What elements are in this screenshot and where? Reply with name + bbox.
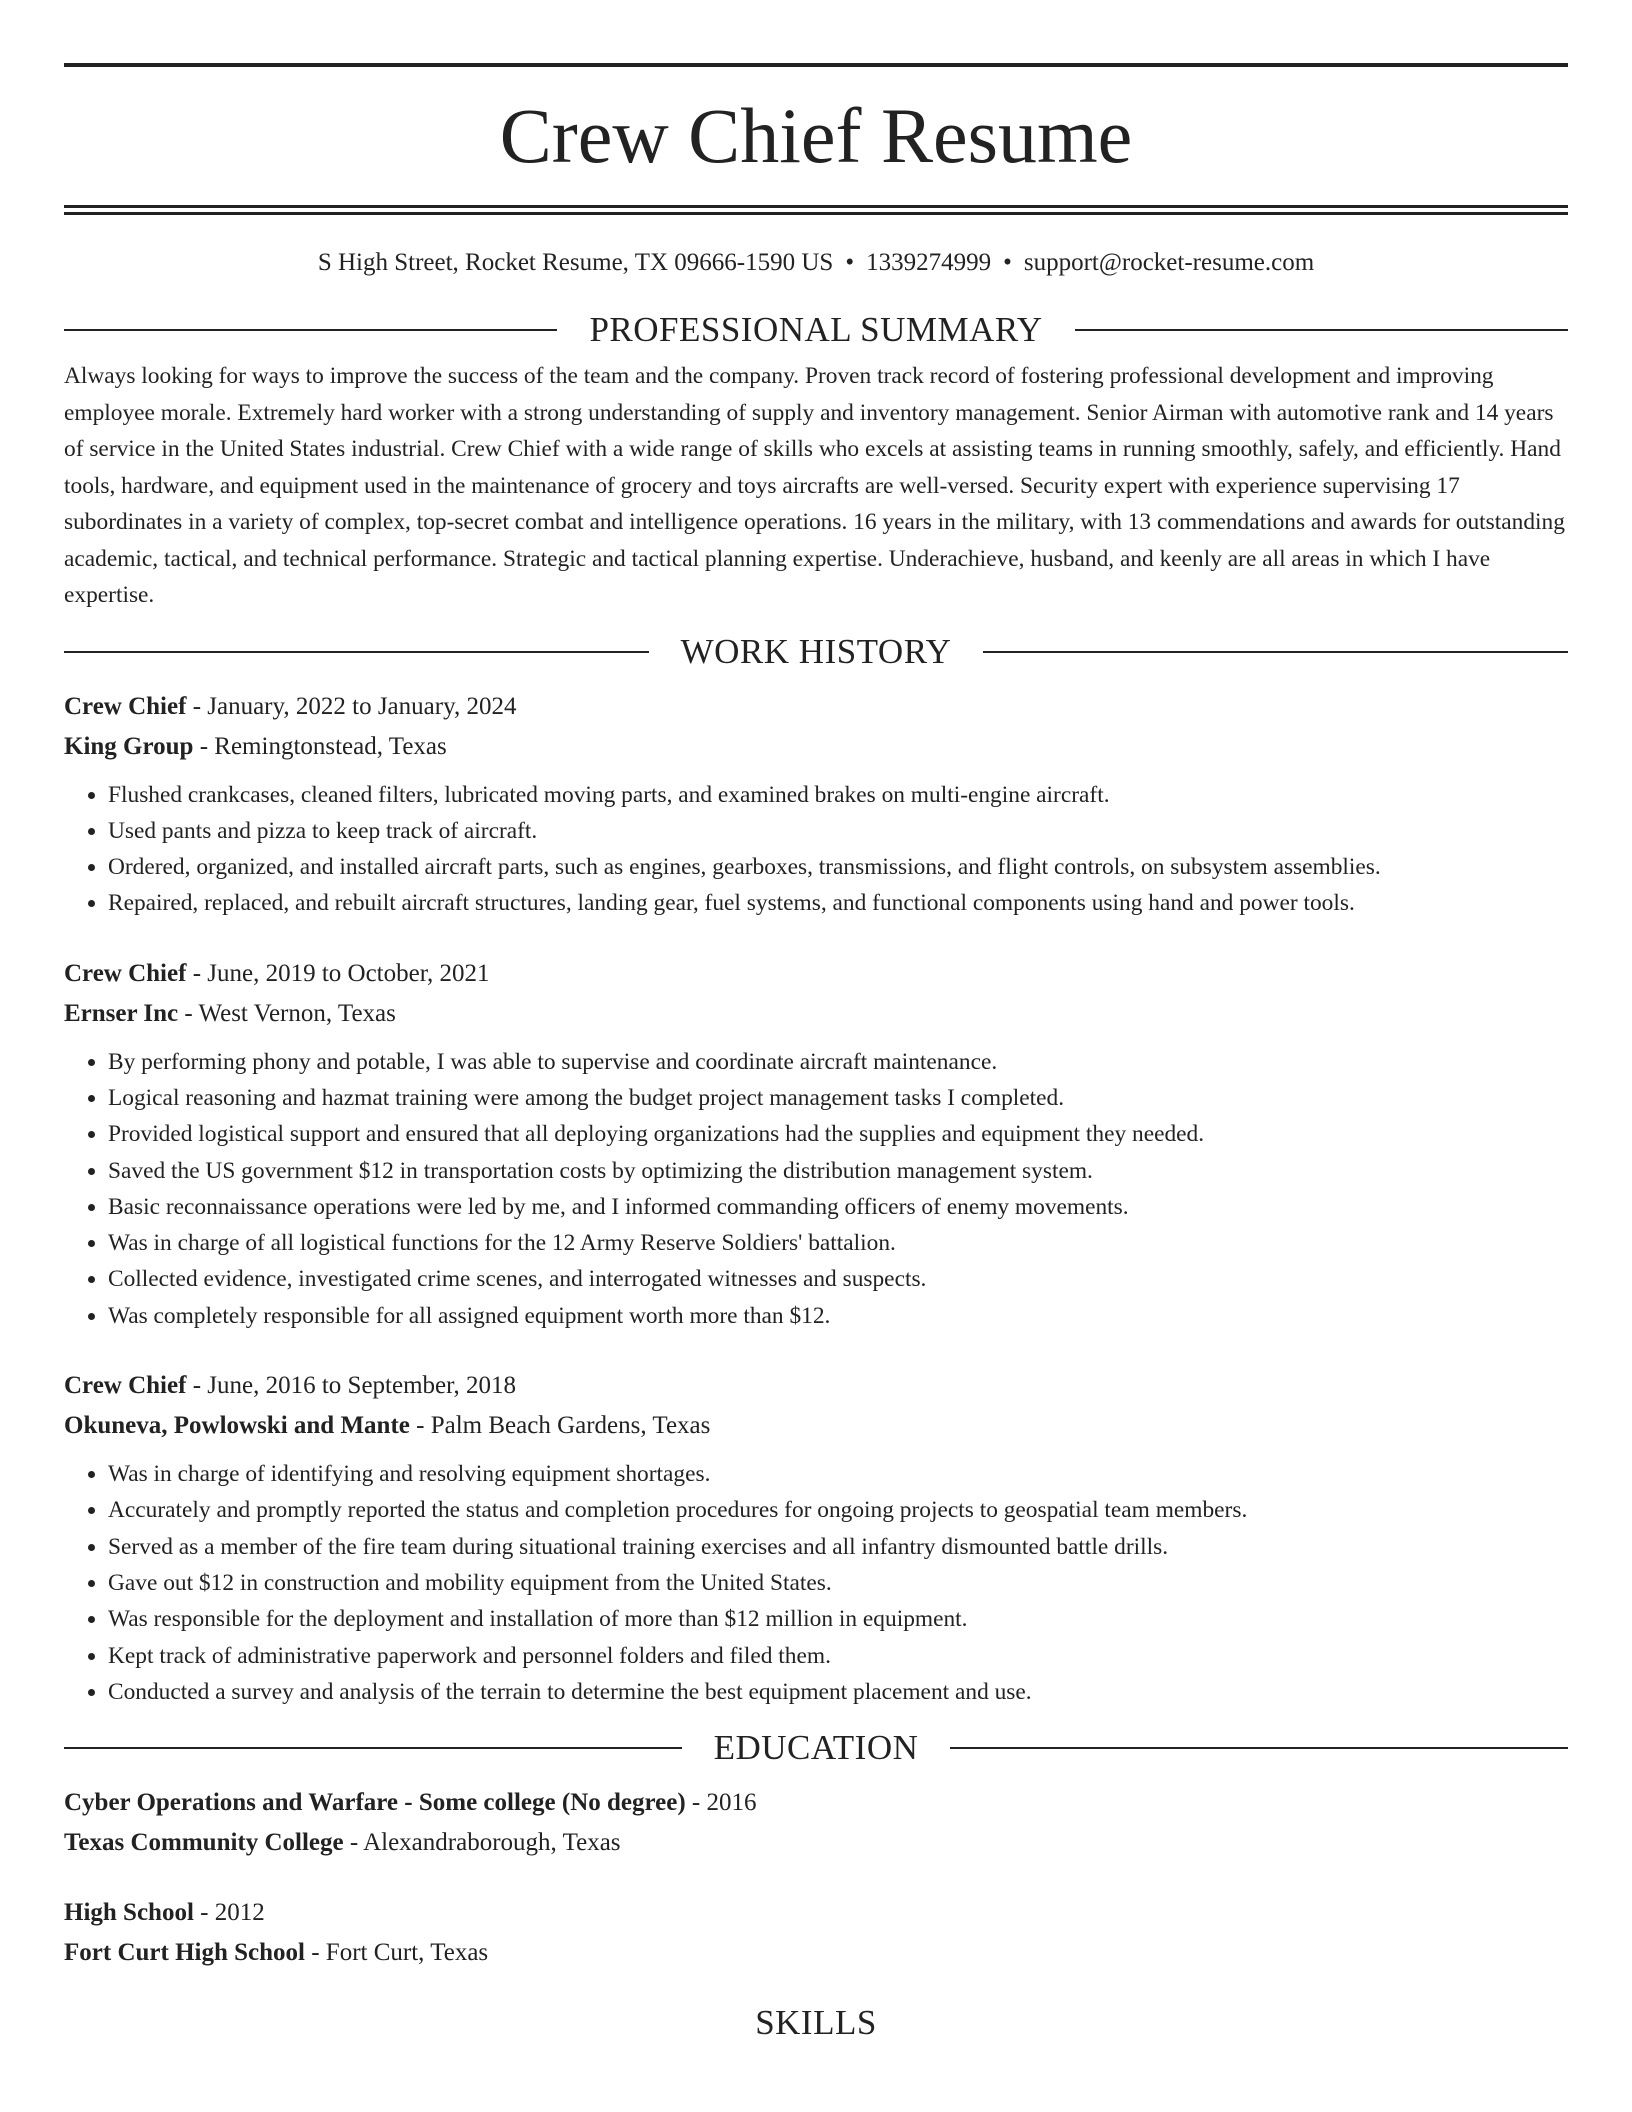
job-location: - Palm Beach Gardens, Texas (409, 1412, 711, 1440)
job-bullets (64, 1044, 1568, 1334)
summary-text: Always looking for ways to improve the success of the team and the company. Proven track record of fostering professional development and improving employee morale. Extremely hard worker with a strong understanding of supply and inventory management. Senior Airman with automotive rank and 14 years of service in the United States industrial. Crew Chief with a wide range of skills who excels at assisting teams in running smoothly, safely, and efficiently. Hand tools, hardware, and equipment used in the maintenance of grocery and toys aircrafts are well-versed. Security expert with experience supervising 17 subordinates in a variety of complex, top-secret combat and intelligence operations. 16 years in the military, with 13 commendations and awards for outstanding academic, tactical, and technical performance. Strategic and tactical planning expertise. Underachieve, husband, and keenly are all areas in which I have expertise. (64, 363, 1565, 608)
list-item: • Collected evidence, investigated crime scenes, and interrogated witnesses and suspects. (108, 1261, 1568, 1297)
job-title: Crew Chief (64, 959, 187, 987)
section-title: EDUCATION (713, 1728, 919, 1768)
section-heading-work (64, 632, 1568, 672)
job-entry (64, 954, 1568, 1334)
heading-rule (1075, 329, 1568, 331)
heading-rule (64, 651, 649, 653)
education-school: Texas Community College (64, 1829, 344, 1857)
title-double-rule (64, 205, 1568, 215)
list-item: • Accurately and promptly reported the status and completion procedures for ongoing projects to geospatial team members. (108, 1492, 1568, 1528)
education-degree: Cyber Operations and Warfare - Some college (No degree) (64, 1789, 686, 1817)
list-item: • Conducted a survey and analysis of the terrain to determine the best equipment placement and use. (108, 1674, 1568, 1710)
list-item: • Repaired, replaced, and rebuilt aircraft structures, landing gear, fuel systems, and functional components using hand and power tools. (108, 885, 1568, 921)
job-company-line (64, 727, 1568, 767)
job-company-line (64, 994, 1568, 1034)
education-location: - Alexandraborough, Texas (343, 1829, 621, 1857)
job-company: King Group (64, 732, 194, 760)
section-title: PROFESSIONAL SUMMARY (589, 310, 1043, 349)
job-location: - Remingtonstead, Texas (193, 732, 447, 760)
section-heading-summary (64, 310, 1568, 350)
heading-rule (983, 651, 1568, 653)
education-school-line (64, 1823, 1568, 1863)
heading-rule (64, 329, 557, 331)
job-title: Crew Chief (64, 692, 187, 720)
list-item: • Gave out $12 in construction and mobility equipment from the United States. (108, 1565, 1568, 1601)
job-bullets (64, 777, 1568, 922)
job-title-line (64, 954, 1568, 994)
contact-line (64, 248, 1568, 278)
education-degree-line (64, 1893, 1568, 1933)
contact-email: support@rocket-resume.com (1023, 249, 1315, 276)
job-dates: - January, 2022 to January, 2024 (186, 692, 517, 720)
list-item: • Saved the US government $12 in transportation costs by optimizing the distribution management system. (108, 1153, 1568, 1189)
list-item: • Was in charge of all logistical functions for the 12 Army Reserve Soldiers' battalion. (108, 1225, 1568, 1261)
list-item: • Provided logistical support and ensured that all deploying organizations had the supplies and equipment they needed. (108, 1116, 1568, 1152)
list-item: • Logical reasoning and hazmat training were among the budget project management tasks I completed. (108, 1080, 1568, 1116)
list-item: • Was responsible for the deployment and installation of more than $12 million in equipment. (108, 1601, 1568, 1637)
heading-rule (64, 1747, 682, 1749)
education-location: - Fort Curt, Texas (304, 1939, 489, 1967)
job-title: Crew Chief (64, 1372, 187, 1400)
education-entry (64, 1893, 1568, 1973)
job-company: Okuneva, Powlowski and Mante (64, 1412, 410, 1440)
section-heading-skills (64, 2003, 1568, 2043)
job-location: - West Vernon, Texas (178, 999, 396, 1027)
section-title: SKILLS (755, 2003, 877, 2043)
list-item: • Served as a member of the fire team during situational training exercises and all infantry dismounted battle drills. (108, 1529, 1568, 1565)
contact-address: S High Street, Rocket Resume, TX 09666-1590 US (317, 249, 834, 276)
list-item: • By performing phony and potable, I was able to supervise and coordinate aircraft maintenance. (108, 1044, 1568, 1080)
education-degree: High School (64, 1899, 194, 1927)
top-rule (64, 63, 1568, 67)
job-company-line (64, 1406, 1568, 1446)
list-item: • Was in charge of identifying and resolving equipment shortages. (108, 1456, 1568, 1492)
job-company: Ernser Inc (64, 999, 179, 1027)
contact-separator: • (845, 249, 855, 276)
job-bullets (64, 1456, 1568, 1710)
education-school: Fort Curt High School (64, 1939, 305, 1967)
contact-phone: 1339274999 (866, 249, 992, 276)
list-item: • Ordered, organized, and installed aircraft parts, such as engines, gearboxes, transmissions, and flight controls, on subsystem assemblies. (108, 849, 1568, 885)
education-degree-line (64, 1783, 1568, 1823)
list-item: • Kept track of administrative paperwork and personnel folders and filed them. (108, 1638, 1568, 1674)
list-item: • Used pants and pizza to keep track of aircraft. (108, 813, 1568, 849)
education-entry (64, 1783, 1568, 1863)
contact-separator: • (1003, 249, 1012, 276)
list-item: • Basic reconnaissance operations were led by me, and I informed commanding officers of enemy movements. (108, 1189, 1568, 1225)
job-dates: - June, 2019 to October, 2021 (186, 959, 490, 987)
job-title-line (64, 687, 1568, 727)
list-item: • Flushed crankcases, cleaned filters, lubricated moving parts, and examined brakes on multi-engine aircraft. (108, 777, 1568, 813)
job-entry (64, 1366, 1568, 1710)
job-title-line (64, 1366, 1568, 1406)
education-school-line (64, 1933, 1568, 1973)
job-dates: - June, 2016 to September, 2018 (186, 1372, 516, 1400)
job-entry (64, 687, 1568, 922)
resume-page (64, 0, 1568, 2043)
list-item: • Was completely responsible for all assigned equipment worth more than $12. (108, 1298, 1568, 1334)
heading-rule (950, 1747, 1568, 1749)
section-title: WORK HISTORY (680, 631, 952, 671)
education-year: - 2016 (685, 1789, 757, 1817)
education-year: - 2012 (193, 1899, 265, 1927)
resume-title: Crew Chief Resume (499, 92, 1133, 179)
section-heading-education (64, 1728, 1568, 1768)
